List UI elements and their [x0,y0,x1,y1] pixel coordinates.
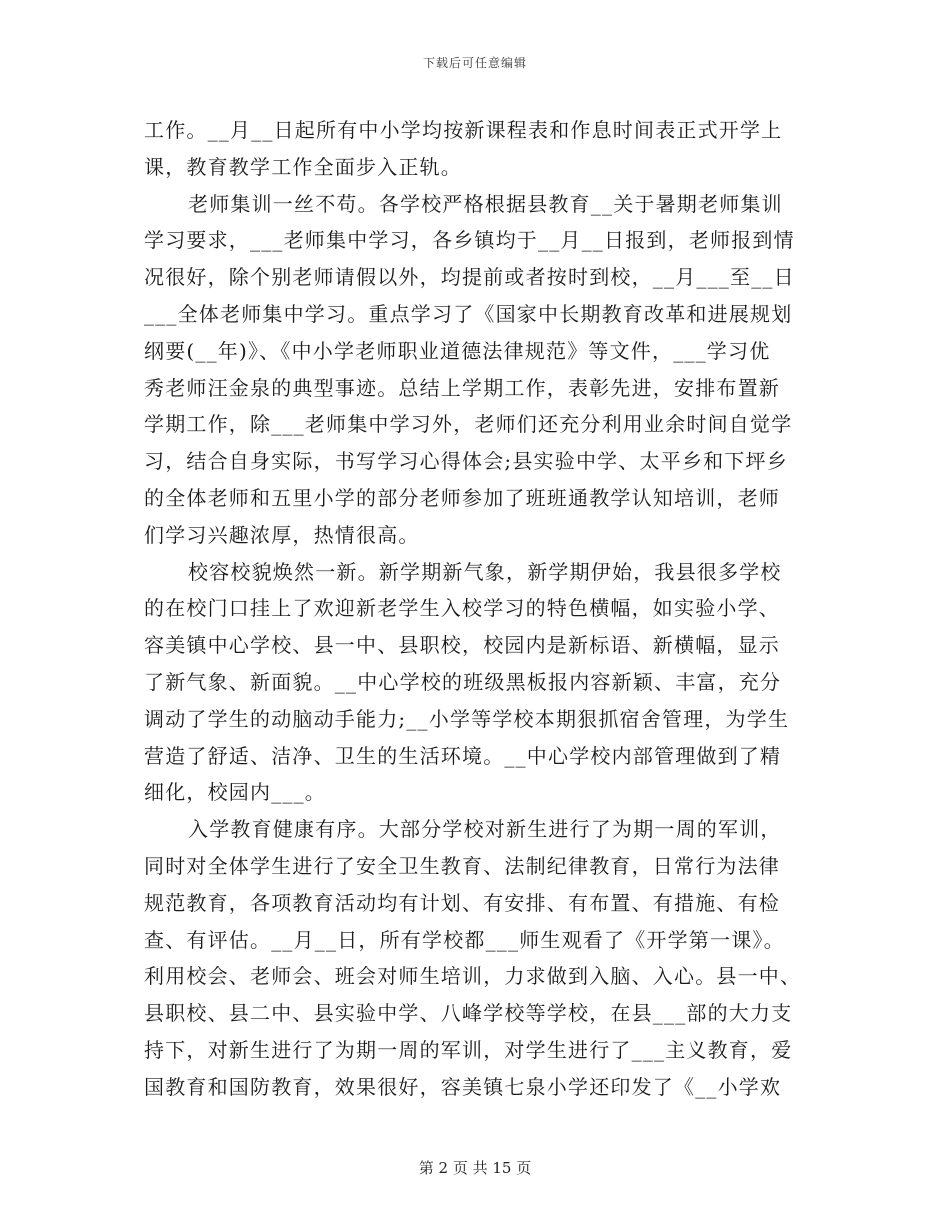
text-line: 利用校会、老师会、班会对师生培训，力求做到入脑、入心。县一中、 [144,964,802,989]
text-line: 校容校貌焕然一新。新学期新气象，新学期伊始，我县很多学校 [188,559,782,584]
text-line: 们学习兴趣浓厚，热情很高。 [144,522,420,547]
text-line: 纲要(__年)》、《中小学老师职业道德法律规范》等文件，___学习优 [144,338,771,363]
text-line: 同时对全体学生进行了安全卫生教育、法制纪律教育，日常行为法律 [144,853,780,878]
text-line: ___全体老师集中学习。重点学习了《国家中长期教育改革和进展规划 [144,301,793,326]
text-line: 学期工作，除___老师集中学习外，老师们还充分利用业余时间自觉学 [144,412,793,437]
text-line: 容美镇中心学校、县一中、县职校，校园内是新标语、新横幅，显示 [144,633,780,658]
text-line: 县职校、县二中、县实验中学、八峰学校等学校，在县___部的大力支 [144,1001,793,1026]
page-footer: 第 2 页 共 15 页 [418,1159,532,1177]
text-line: 调动了学生的动脑动手能力;__小学等学校本期狠抓宿舍管理，为学生 [144,706,790,731]
text-line: 工作。__月__日起所有中小学均按新课程表和作息时间表正式开学上 [144,118,783,142]
text-line: 入学教育健康有序。大部分学校对新生进行了为期一周的军训， [188,817,782,842]
document-body [144,112,810,1106]
text-line: 秀老师汪金泉的典型事迹。总结上学期工作，表彰先进，安排布置新 [144,375,780,400]
text-line: 课，教育教学工作全面步入正轨。 [144,154,462,179]
text-line: 查、有评估。__月__日，所有学校都___师生观看了《开学第一课》。 [144,927,785,952]
text-line: 老师集训一丝不苟。各学校严格根据县教育__关于暑期老师集训 [188,191,783,216]
text-line: 学习要求，___老师集中学习，各乡镇均于__月__日报到，老师报到情 [144,228,795,253]
text-line: 了新气象、新面貌。__中心学校的班级黑板报内容新颖、丰富，充分 [144,669,782,694]
text-line: 持下，对新生进行了为期一周的军训，对学生进行了___主义教育，爱 [144,1037,793,1062]
text-line: 的在校门口挂上了欢迎新老学生入校学习的特色横幅，如实验小学、 [144,596,780,621]
text-line: 国教育和国防教育，效果很好，容美镇七泉小学还印发了《__小学欢 [144,1074,782,1099]
text-line: 习，结合自身实际，书写学习心得体会;县实验中学、太平乡和下坪乡 [144,449,788,474]
text-line: 营造了舒适、洁净、卫生的生活环境。__中心学校内部管理做到了精 [144,743,782,768]
text-line: 况很好，除个别老师请假以外，均提前或者按时到校，__月___至__日 [144,265,795,290]
text-line: 细化，校园内___。 [144,780,326,805]
text-line: 规范教育，各项教育活动均有计划、有安排、有布置、有措施、有检 [144,890,780,915]
text-line: 的全体老师和五里小学的部分老师参加了班班通教学认知培训，老师 [144,485,780,510]
page-header: 下载后可任意编辑 [422,56,527,70]
